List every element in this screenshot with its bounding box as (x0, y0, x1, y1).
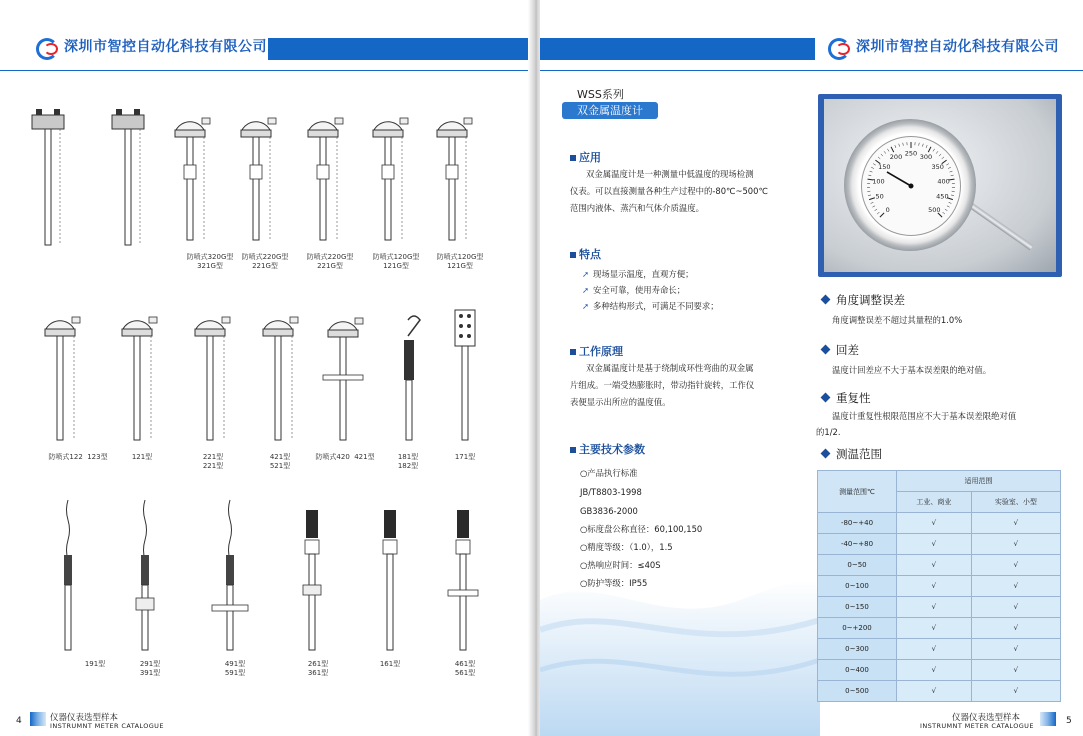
diamond-bullet-icon (821, 393, 831, 403)
application-heading: 应用 (570, 149, 601, 165)
spec-item: JB/T8803-1998 (580, 487, 642, 497)
figure-caption: 防喷式120G型 121G型 (436, 253, 484, 270)
range-table-row (818, 513, 1061, 534)
range-cell: 0~100 (818, 576, 897, 597)
check-cell: √ (971, 681, 1060, 702)
arrow-bullet-icon: ➚ (582, 301, 590, 311)
figure-caption: 防喷式320G型 321G型 (186, 253, 234, 270)
header-rule (540, 70, 1083, 71)
dial-label: 250 (904, 149, 918, 158)
check-cell: √ (971, 534, 1060, 555)
range-cell: 0~150 (818, 597, 897, 618)
figure-caption: 291型 391型 (139, 660, 161, 677)
feature-item: ➚ 多种结构形式，可满足不同要求； (582, 301, 719, 311)
spec-item: ○防护等级：IP55 (580, 578, 648, 588)
figure-caption: 221型 221型 (202, 453, 224, 470)
check-cell: √ (897, 576, 972, 597)
dial-label: 100 (872, 177, 885, 186)
figure-caption: 421型 521型 (269, 453, 291, 470)
dial-label: 300 (919, 153, 933, 162)
dial-label: 150 (878, 163, 891, 172)
lab-header: 实验室、小型 (971, 492, 1060, 513)
square-bullet-icon (570, 252, 576, 258)
figure-caption: 171型 (454, 453, 476, 461)
spec-item: ○标度盘公称直径：60,100,150 (580, 524, 703, 534)
spec-item: ○精度等级：（1.0），1.5 (580, 542, 673, 552)
dial-label: 450 (936, 192, 949, 201)
application-text: 双金属温度计是一种测量中低温度的现场检测 仪表。可以直接测量各种生产过程中的-80℃~500℃ 范围内液体、蒸汽和气体介质温度。 (570, 169, 768, 213)
principle-text: 双金属温度计是基于绕制成环性弯曲的双金属 片组成。一端受热膨胀时，带动指针旋转，工作仪 表便显示出所应的温度值。 (570, 363, 755, 407)
repeatability-heading: 重复性 (822, 390, 871, 406)
square-bullet-icon (570, 447, 576, 453)
range-heading: 测温范围 (822, 446, 882, 462)
check-cell: √ (897, 597, 972, 618)
company-name: 深圳市智控自动化科技有限公司 (64, 39, 267, 55)
check-cell: √ (897, 681, 972, 702)
figure-caption: 121型 (131, 453, 153, 461)
diamond-bullet-icon (821, 449, 831, 459)
spec-item: ○产品执行标准 (580, 468, 638, 478)
dial-label: 0 (885, 205, 890, 214)
angle-error-heading: 角度调整误差 (822, 292, 905, 308)
check-cell: √ (897, 639, 972, 660)
figure-caption: 161型 (379, 660, 401, 668)
range-cell: 0~400 (818, 660, 897, 681)
footer-title-en: INSTRUMNT METER CATALOGUE (50, 722, 164, 730)
applicable-header: 适用范围 (897, 471, 1061, 492)
dial-label: 350 (931, 163, 944, 172)
dial-label: 50 (875, 192, 884, 201)
thermometer-stem (964, 200, 1033, 251)
figure-caption: 461型 561型 (454, 660, 476, 677)
spec-item: ○热响应时间：≤40S (580, 560, 661, 570)
thermometer-dial (844, 119, 976, 251)
figure-caption: 191型 (84, 660, 106, 668)
check-cell: √ (971, 513, 1060, 534)
check-cell: √ (897, 618, 972, 639)
bimetal-thermometer-photo (818, 94, 1062, 277)
arrow-bullet-icon: ➚ (582, 285, 590, 295)
page-number: 5 (1066, 716, 1072, 726)
figure-caption: 491型 591型 (224, 660, 246, 677)
hysteresis-heading: 回差 (822, 342, 859, 358)
figure-caption: 防喷式120G型 121G型 (372, 253, 420, 270)
dial-label: 500 (928, 205, 941, 214)
thermocouple-drawings (0, 0, 532, 700)
range-table-row (818, 639, 1061, 660)
range-table-row (818, 618, 1061, 639)
figure-caption: 防喷式122 123型 (48, 453, 108, 461)
feature-item: ➚ 安全可靠，使用寿命长； (582, 285, 686, 295)
principle-heading: 工作原理 (570, 343, 623, 359)
range-table-row (818, 576, 1061, 597)
range-cell: 0~+200 (818, 618, 897, 639)
range-table-row (818, 681, 1061, 702)
check-cell: √ (971, 555, 1060, 576)
check-cell: √ (971, 576, 1060, 597)
range-table-row (818, 534, 1061, 555)
check-cell: √ (897, 555, 972, 576)
measurement-range-table (817, 470, 1061, 702)
range-table-row (818, 555, 1061, 576)
figure-caption: 261型 361型 (307, 660, 329, 677)
check-cell: √ (971, 639, 1060, 660)
dial-scale (862, 137, 960, 235)
check-cell: √ (897, 534, 972, 555)
check-cell: √ (897, 660, 972, 681)
figure-caption: 防喷式220G型 221G型 (241, 253, 289, 270)
page-number: 4 (16, 716, 22, 726)
square-bullet-icon (570, 155, 576, 161)
range-cell: 0~50 (818, 555, 897, 576)
angle-error-text: 角度调整误差不超过其量程的1.0% (832, 315, 963, 325)
dial-label: 400 (937, 177, 950, 186)
check-cell: √ (971, 660, 1060, 681)
spec-item: GB3836-2000 (580, 506, 638, 516)
right-header (826, 28, 1059, 64)
range-cell: 0~300 (818, 639, 897, 660)
company-name: 深圳市智控自动化科技有限公司 (856, 39, 1059, 55)
left-page (0, 0, 532, 736)
footer-title-cn: 仪器仪表选型样本 (952, 713, 1021, 723)
range-cell: -40~+80 (818, 534, 897, 555)
range-col-header: 测量范围℃ (818, 471, 897, 513)
figure-caption: 181型 182型 (397, 453, 419, 470)
repeatability-text: 温度计重复性根限范围应不大于基本误差限绝对值 的1/2. (816, 411, 1017, 437)
diamond-bullet-icon (821, 345, 831, 355)
figure-caption: 防喷式220G型 221G型 (306, 253, 354, 270)
product-title: 双金属温度计 (562, 102, 658, 119)
dial-needle (887, 172, 911, 186)
square-bullet-icon (570, 349, 576, 355)
company-logo-icon (826, 34, 850, 58)
footer-title-en: INSTRUMNT METER CATALOGUE (920, 722, 1034, 730)
check-cell: √ (971, 618, 1060, 639)
range-cell: 0~500 (818, 681, 897, 702)
features-heading: 特点 (570, 246, 601, 262)
footer-gradient-block (30, 712, 46, 726)
industrial-header: 工业、商业 (897, 492, 972, 513)
check-cell: √ (971, 597, 1060, 618)
header-bar (540, 38, 815, 60)
dial-label: 200 (889, 153, 903, 162)
specs-heading: 主要技术参数 (570, 441, 645, 457)
range-table-row (818, 660, 1061, 681)
figure-caption: 防喷式420 421型 (315, 453, 375, 461)
range-cell: -80~+40 (818, 513, 897, 534)
hysteresis-text: 温度计回差应不大于基本误差限的绝对值。 (832, 365, 992, 375)
footer-gradient-block (1040, 712, 1056, 726)
range-table-row (818, 597, 1061, 618)
check-cell: √ (897, 513, 972, 534)
footer-title-cn: 仪器仪表选型样本 (50, 713, 119, 723)
series-label: WSS系列 (577, 88, 624, 101)
arrow-bullet-icon: ➚ (582, 269, 590, 279)
feature-item: ➚ 现场显示温度，直观方便； (582, 269, 694, 279)
right-page (540, 0, 1083, 736)
diamond-bullet-icon (821, 295, 831, 305)
